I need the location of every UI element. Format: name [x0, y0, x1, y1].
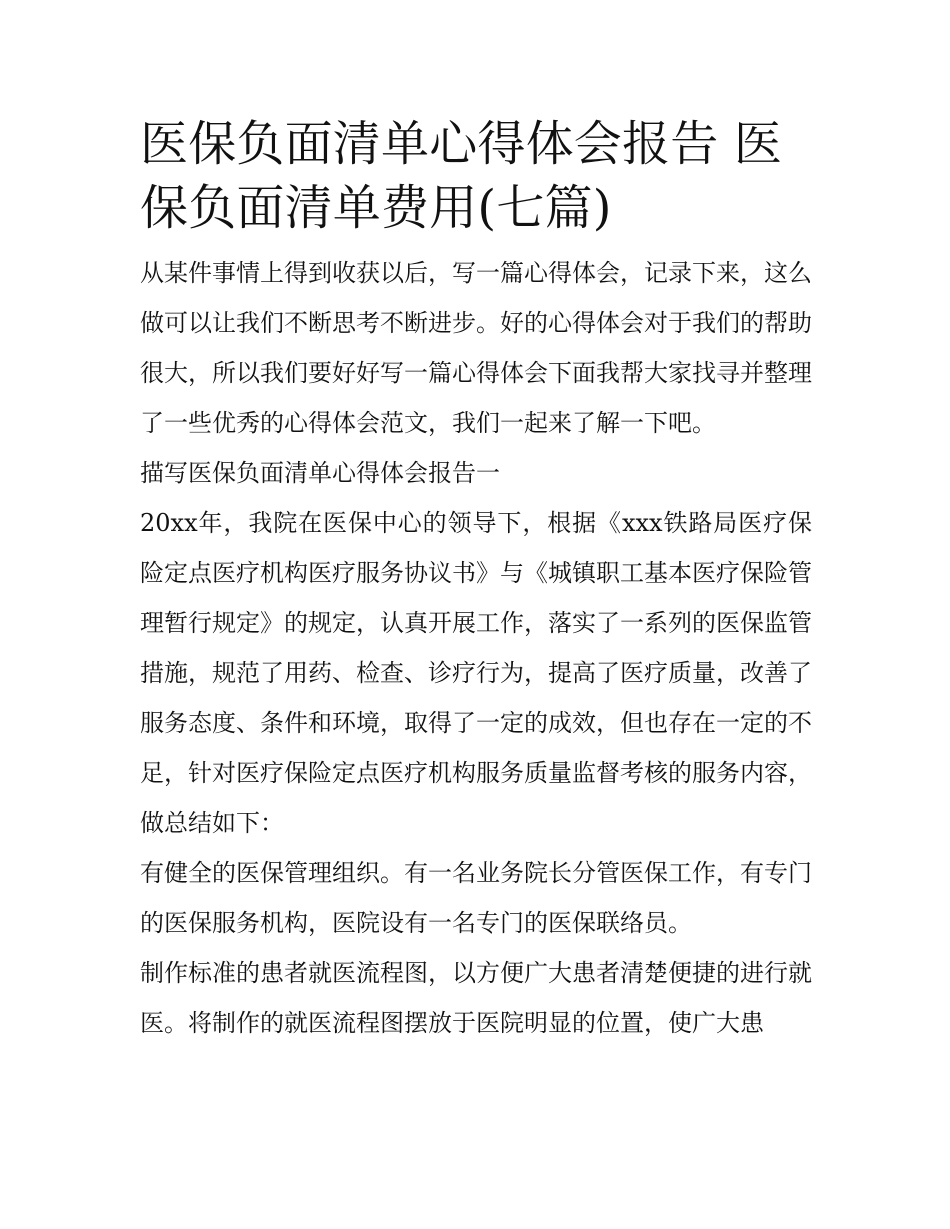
section-heading: 描写医保负面清单心得体会报告一	[140, 459, 500, 487]
document-title: 医保负面清单心得体会报告 医保负面清单费用(七篇)	[140, 116, 783, 236]
document-page	[140, 112, 812, 1048]
body-paragraph: 有健全的医保管理组织。有一名业务院长分管医保工作，有专门的医保服务机构，医院设有一名专门的医保联络员。	[140, 859, 812, 937]
intro-paragraph: 从某件事情上得到收获以后，写一篇心得体会，记录下来，这么做可以让我们不断思考不断进步。好的心得体会对于我们的帮助很大，所以我们要好好写一篇心得体会下面我帮大家找寻并整理了一些优秀的心得体会范文，我们一起来了解一下吧。	[140, 259, 812, 437]
body-paragraph: 制作标准的患者就医流程图，以方便广大患者清楚便捷的进行就医。将制作的就医流程图摆放于医院明显的位置，使广大患	[140, 959, 812, 1037]
body-paragraph: 20xx年，我院在医保中心的领导下，根据《xxx铁路局医疗保险定点医疗机构医疗服务协议书》与《城镇职工基本医疗保险管理暂行规定》的规定，认真开展工作，落实了一系列的医保监管措施，规范了用药、检查、诊疗行为，提高了医疗质量，改善了服务态度、条件和环境，取得了一定的成效，但也存在一定的不足，针对医疗保险定点医疗机构服务质量监督考核的服务内容，做总结如下：	[140, 509, 812, 837]
